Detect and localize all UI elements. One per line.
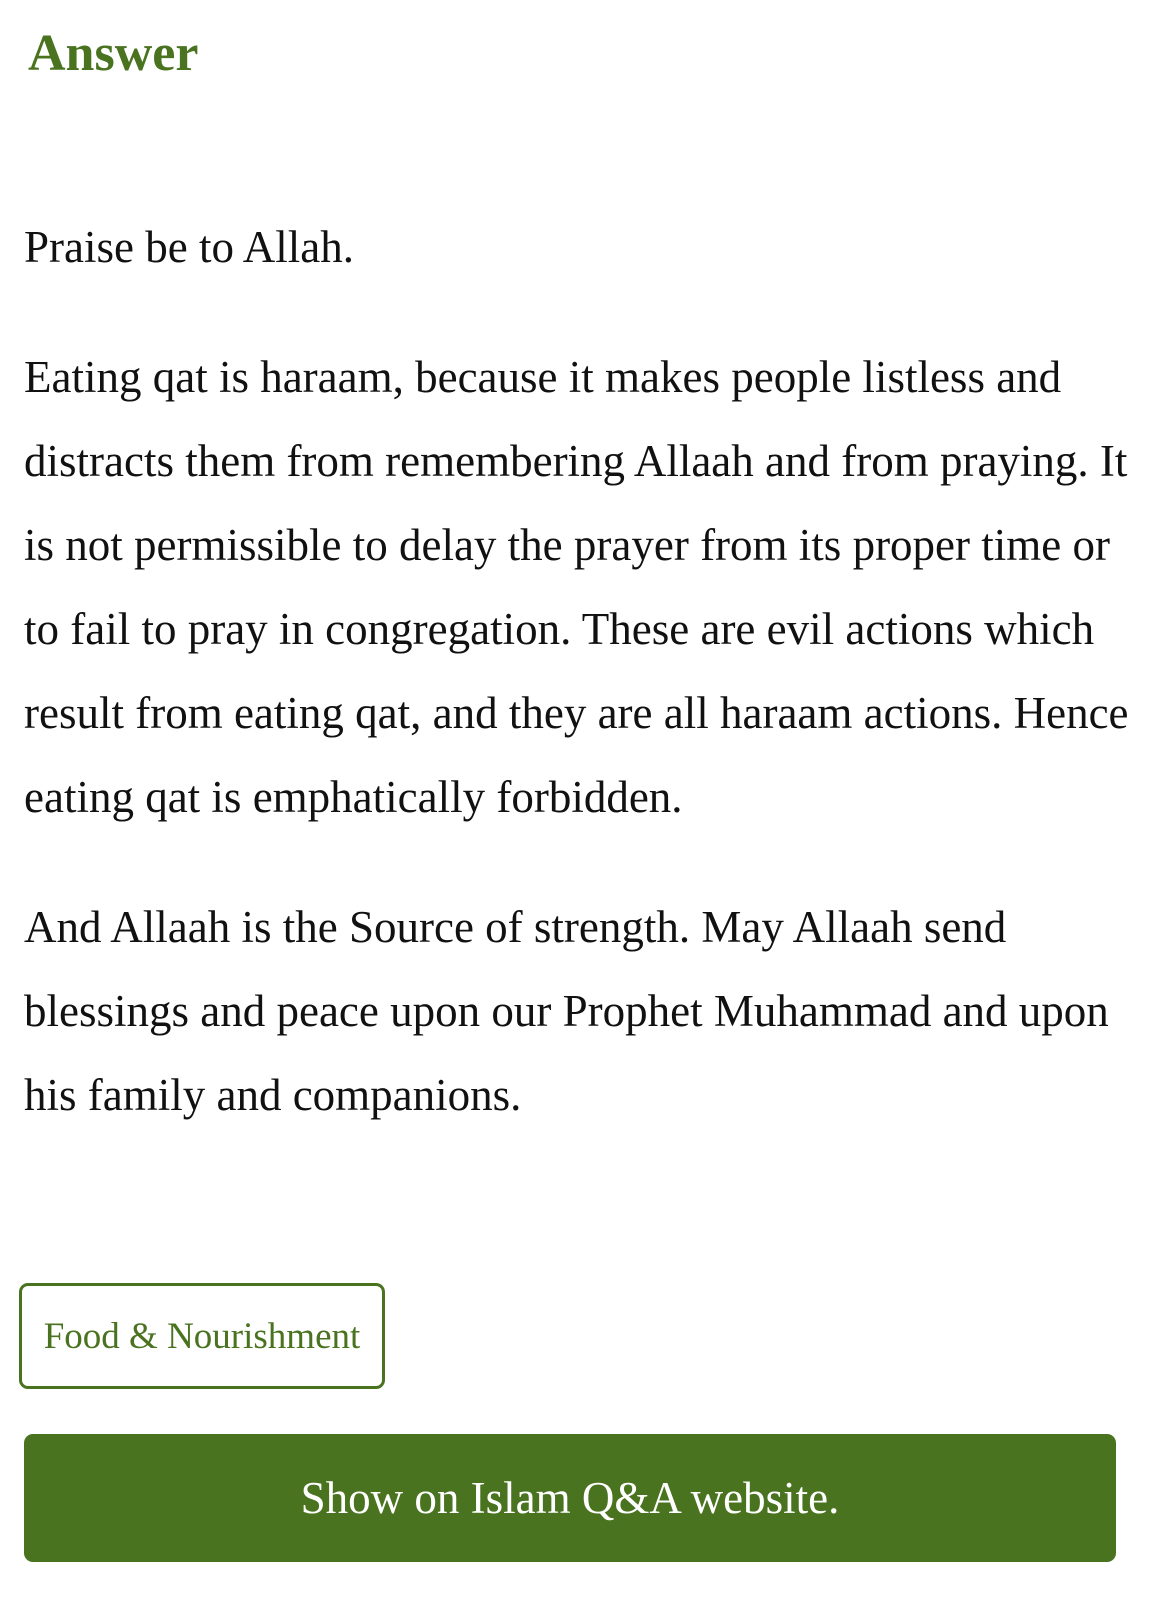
- answer-paragraph-praise: Praise be to Allah.: [24, 222, 354, 272]
- answer-heading: Answer: [28, 25, 199, 82]
- answer-paragraph-ruling: Eating qat is haraam, because it makes people listless and distracts them from remembering Allaah and from praying. It is not permissible to delay the prayer from its proper time or to fail to pray in congregation. These are evil actions which result from eating qat, and they are all haraam actions. Hence eating qat is emphatically forbidden.: [24, 352, 1129, 822]
- show-on-website-button[interactable]: Show on Islam Q&A website.: [24, 1434, 1116, 1562]
- answer-body: [24, 205, 1134, 1183]
- tag-food-nourishment[interactable]: Food & Nourishment: [19, 1283, 385, 1389]
- answer-paragraph-closing: And Allaah is the Source of strength. May Allaah send blessings and peace upon our Prophet Muhammad and upon his family and companions.: [24, 902, 1109, 1120]
